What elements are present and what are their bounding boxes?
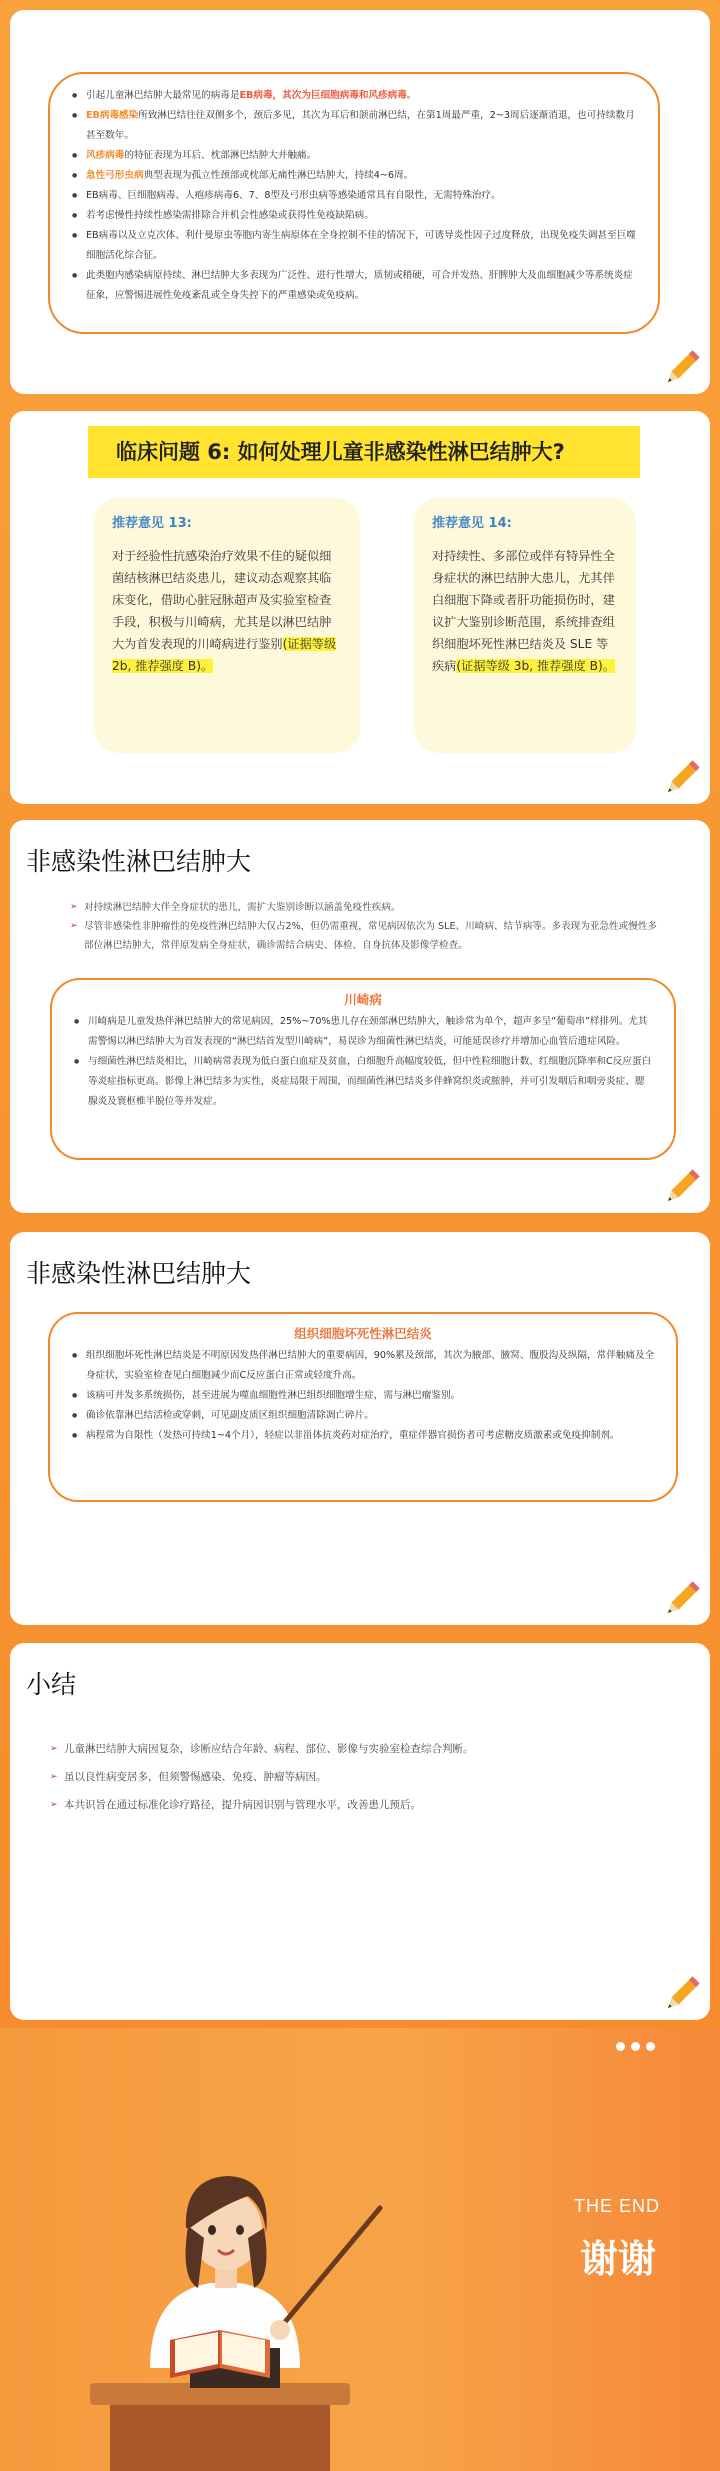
thanks-label: 谢谢	[579, 2237, 656, 2281]
recommendation-14-heading: 推荐意见 14:	[432, 516, 512, 531]
kawasaki-item: ● 与细菌性淋巴结炎相比，川崎病常表现为低白蛋白血症及贫血，白细胞升高幅度较低，但中性粒细胞计数、红细胞沉降率和C反应蛋白等炎症指标更高。影像上淋巴结多为实性，炎症局限于周围，而细菌性淋巴结炎多伴蜂窝织炎或脓肿，并可引发咽后和咽旁炎症、腮腺炎及寰枢椎半脱位等并发症。	[72, 1052, 654, 1112]
highlight-text: 急性弓形虫病	[86, 170, 144, 181]
recommendation-14-card	[414, 498, 636, 753]
bullet-item: ● EB病毒以及立克次体、利什曼原虫等胞内寄生病原体在全身控制不佳的情况下，可诱导炎性因子过度释放，出现免疫失调甚至巨噬细胞活化综合征。	[70, 226, 638, 266]
box-title: 组织细胞坏死性淋巴结炎	[294, 1326, 432, 1341]
pencil-icon	[660, 346, 704, 390]
necrotizing-item: ● 病程常为自限性（发热可持续1~4个月），轻症以非甾体抗炎药对症治疗，重症伴器官损伤者可考虑糖皮质激素或免疫抑制剂。	[70, 1426, 656, 1446]
necrotizing-item: ● 组织细胞坏死性淋巴结炎是不明原因发热伴淋巴结肿大的重要病因，90%累及颈部，其次为腋部、腋窝、腹股沟及纵隔，常伴触痛及全身症状，实验室检查见白细胞减少而C反应蛋白正常或轻度升高。	[70, 1346, 656, 1386]
bullet-item: ● EB病毒、巨细胞病毒、人疱疹病毒6、7、8型及弓形虫病等感染通常具有自限性，无需特殊治疗。	[70, 186, 638, 206]
necrotizing-list	[70, 1346, 656, 1446]
bullet-item: ● 急性弓形虫病典型表现为孤立性颈部或枕部无痛性淋巴结肿大，持续4~6周。	[70, 166, 638, 186]
kawasaki-item: ● 川崎病是儿童发热伴淋巴结肿大的常见病因，25%~70%患儿存在颈部淋巴结肿大，触诊常为单个，超声多呈“葡萄串”样排列。尤其需警惕以淋巴结肿大为首发表现的“淋巴结首发型川崎病”，易误诊为细菌性淋巴结炎，可能延误诊疗并增加心血管后遗症风险。	[72, 1012, 654, 1052]
section-title: 非感染性淋巴结肿大	[26, 1259, 252, 1288]
slide-noninfectious-necrotizing	[10, 1232, 710, 1625]
bullet-item: ● 引起儿童淋巴结肿大最常见的病毒是EB病毒，其次为巨细胞病毒和风疹病毒。	[70, 86, 638, 106]
the-end-label: THE END	[573, 2196, 660, 2216]
slide-clinical-question-6	[10, 411, 710, 804]
pencil-icon	[660, 1577, 704, 1621]
recommendation-13-body	[112, 545, 342, 677]
recommendation-13-text: 对于经验性抗感染治疗效果不佳的疑似细菌结核淋巴结炎患儿，建议动态观察其临床变化，借助心脏冠脉超声及实验室检查手段，积极与川崎病，尤其是以淋巴结肿大为首发表现的川崎病进行鉴别	[112, 549, 332, 651]
box-title: 川崎病	[344, 992, 382, 1007]
recommendation-13-heading: 推荐意见 13:	[112, 516, 192, 531]
summary-item: ➢ 本共识旨在通过标准化诊疗路径，提升病因识别与管理水平，改善患儿预后。	[50, 1791, 650, 1819]
necrotizing-item: ● 该病可并发多系统损伤，甚至进展为噬血细胞性淋巴组织细胞增生症，需与淋巴瘤鉴别。	[70, 1386, 656, 1406]
slide-noninfectious-kawasaki	[10, 820, 710, 1213]
teacher-illustration	[80, 2078, 400, 2471]
pencil-icon	[660, 1165, 704, 1209]
slide-summary	[10, 1643, 710, 2020]
pencil-icon	[660, 1972, 704, 2016]
kawasaki-box	[50, 978, 676, 1160]
intro-item: ➢ 对持续淋巴结肿大伴全身症状的患儿，需扩大鉴别诊断以涵盖免疫性疾病。	[70, 898, 660, 917]
pencil-icon	[660, 756, 704, 800]
recommendation-14-text: 对持续性、多部位或伴有特异性全身症状的淋巴结肿大患儿，尤其伴白细胞下降或者肝功能损伤时，建议扩大鉴别诊断范围，系统排查组织细胞坏死性淋巴结炎及 SLE 等疾病	[432, 549, 615, 673]
recommendation-14-evidence: (证据等级 3b, 推荐强度 B)。	[456, 659, 615, 673]
recommendation-13-card	[94, 498, 360, 753]
intro-list	[70, 898, 660, 955]
bullet-item: ● 风疹病毒的特征表现为耳后、枕部淋巴结肿大并触痛。	[70, 146, 638, 166]
necrotizing-box	[48, 1312, 678, 1502]
question-title: 临床问题 6: 如何处理儿童非感染性淋巴结肿大?	[88, 426, 640, 478]
section-title: 非感染性淋巴结肿大	[26, 847, 252, 876]
bullet-item: ● EB病毒感染所致淋巴结往往双侧多个，颈后多见，其次为耳后和颌前淋巴结，在第1周最严重，2~3周后逐渐消退，也可持续数月甚至数年。	[70, 106, 638, 146]
intro-item: ➢ 尽管非感染性非肿瘤性的免疫性淋巴结肿大仅占2%，但仍需重视，常见病因依次为 SLE、川崎病、结节病等。多表现为亚急性或慢性多部位淋巴结肿大，常伴原发病全身症状，确诊需结合病史、体检、自身抗体及影像学检查。	[70, 917, 660, 955]
bullet-frame	[48, 72, 660, 334]
summary-item: ➢ 儿童淋巴结肿大病因复杂，诊断应结合年龄、病程、部位、影像与实验室检查综合判断。	[50, 1735, 650, 1763]
summary-item: ➢ 虽以良性病变居多，但须警惕感染、免疫、肿瘤等病因。	[50, 1763, 650, 1791]
slide-infection-bullets	[10, 10, 710, 394]
dots-decoration	[616, 2042, 655, 2051]
highlight-text: EB病毒感染	[86, 110, 139, 121]
highlight-text: EB病毒，其次为巨细胞病毒和风疹病毒	[239, 90, 407, 101]
kawasaki-list	[72, 1012, 654, 1112]
ending-slide	[0, 2028, 720, 2471]
necrotizing-item: ● 确诊依靠淋巴结活检或穿刺，可见副皮质区组织细胞清除凋亡碎片。	[70, 1406, 656, 1426]
bullet-item: ● 此类胞内感染病原持续、淋巴结肿大多表现为广泛性、进行性增大，质韧或稍硬，可合并发热、肝脾肿大及血细胞减少等系统炎症征象，应警惕进展性免疫紊乱或全身失控下的严重感染或免疫病。	[70, 266, 638, 306]
bullet-list	[70, 86, 638, 306]
highlight-text: 风疹病毒	[86, 150, 125, 161]
section-title: 小结	[26, 1670, 77, 1699]
summary-list	[50, 1735, 650, 1819]
recommendation-14-body	[432, 545, 618, 677]
recommendation-13-evidence: (证据等级 2b, 推荐强度 B)。	[112, 637, 337, 673]
bullet-item: ● 若考虑慢性持续性感染需排除合并机会性感染或获得性免疫缺陷病。	[70, 206, 638, 226]
